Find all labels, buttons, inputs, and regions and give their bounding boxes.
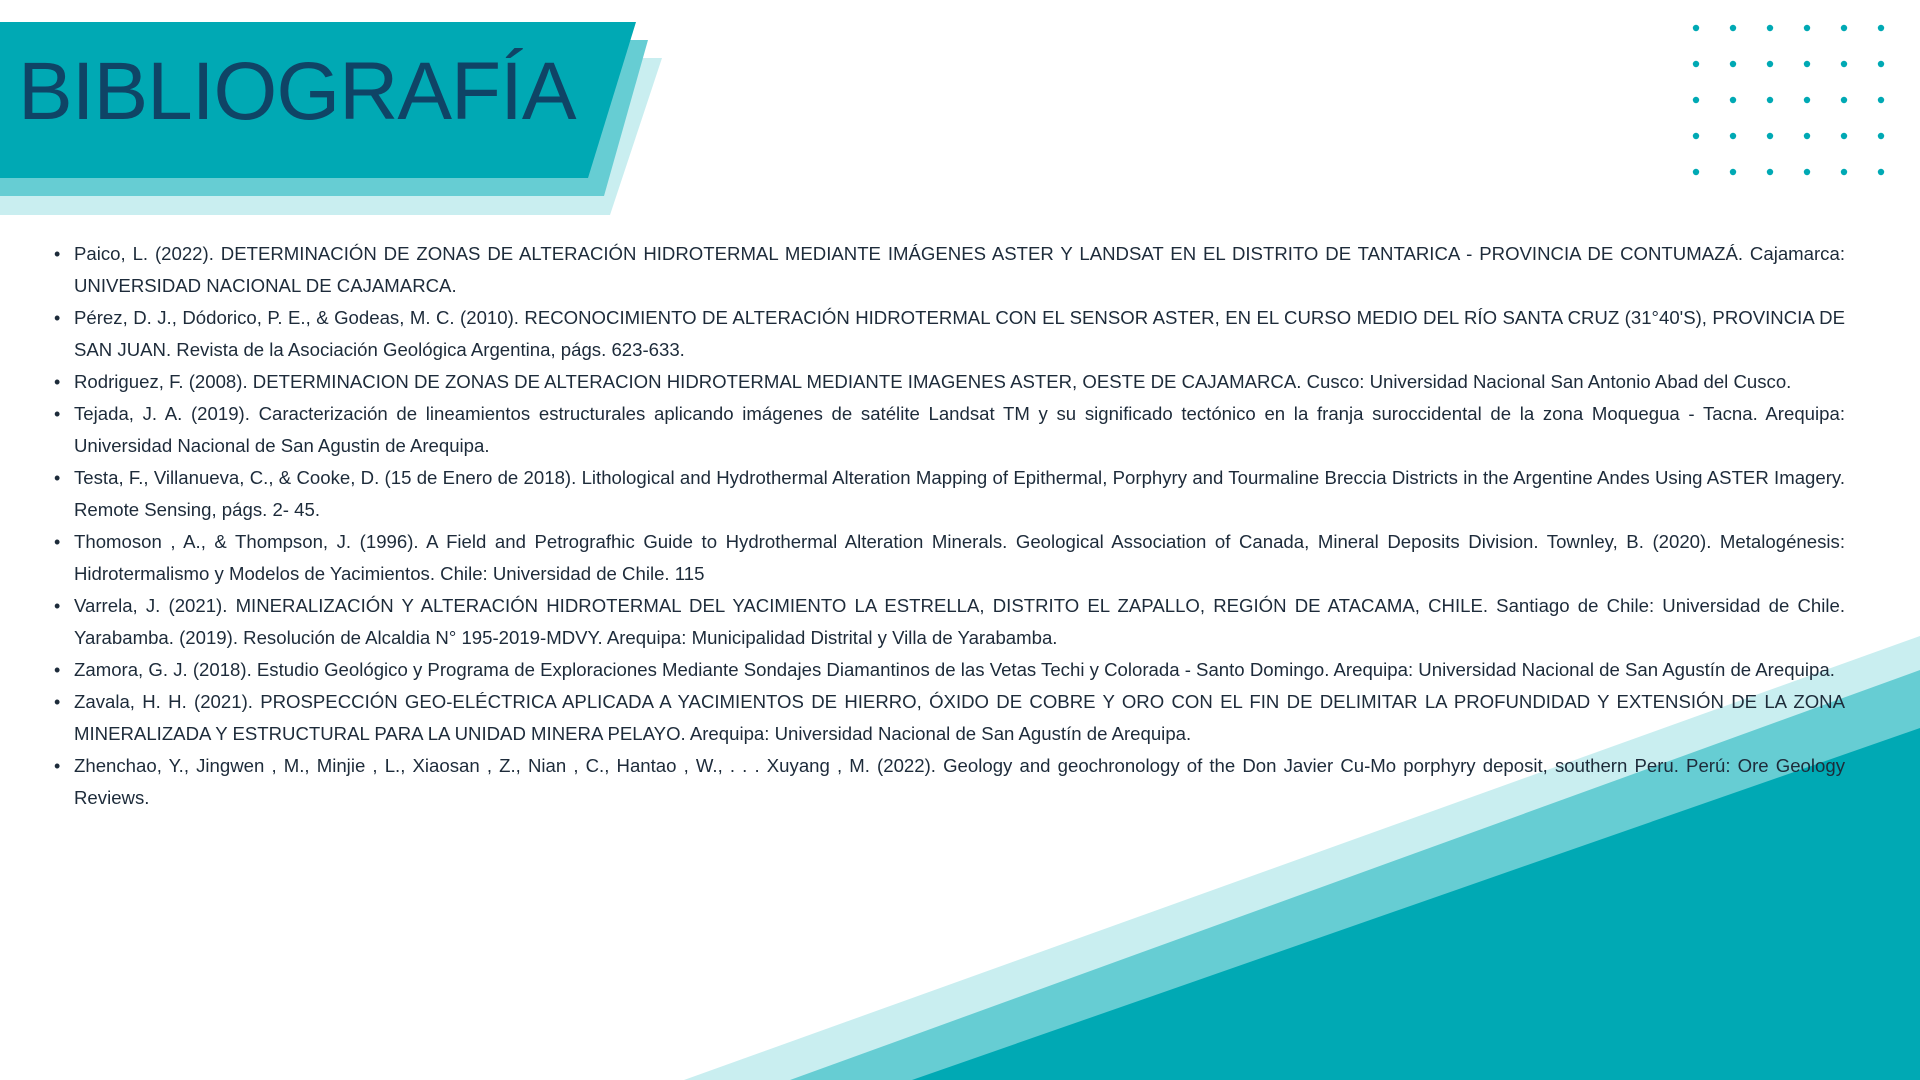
dot-decoration (1841, 169, 1847, 175)
dot-decoration (1878, 61, 1884, 67)
dot-decoration (1804, 133, 1810, 139)
dot-decoration (1878, 133, 1884, 139)
dot-decoration (1841, 25, 1847, 31)
bibliography-text: Testa, F., Villanueva, C., & Cooke, D. (15 de Enero de 2018). Lithological and Hydrothermal Alteration Mapping of Epithermal, Porphyry and Tourmaline Breccia Districts in the Argentine Andes Using ASTER Imagery. Remote Sensing, págs. 2- 45. (74, 467, 1845, 520)
dot-decoration (1767, 25, 1773, 31)
bullet-icon: • (54, 692, 61, 712)
dot-decoration (1693, 61, 1699, 67)
dot-decoration (1767, 97, 1773, 103)
bibliography-item (54, 526, 1845, 590)
bibliography-item (54, 686, 1845, 750)
dot-decoration (1693, 133, 1699, 139)
dot-decoration (1878, 169, 1884, 175)
bibliography-text: Thomoson , A., & Thompson, J. (1996). A Field and Petrografhic Guide to Hydrothermal Alteration Minerals. Geological Association of Canada, Mineral Deposits Division. Townley, B. (2020). Metalogénesis: Hidrotermalismo y Modelos de Yacimientos. Chile: Universidad de Chile. 115 (74, 531, 1845, 584)
dot-decoration (1730, 133, 1736, 139)
bullet-icon: • (54, 244, 61, 264)
dot-decoration (1804, 97, 1810, 103)
dot-decoration (1804, 25, 1810, 31)
dot-decoration (1767, 133, 1773, 139)
bibliography-list (54, 238, 1845, 814)
page-title: BIBLIOGRAFÍA (18, 46, 576, 137)
bibliography-text: Zavala, H. H. (2021). PROSPECCIÓN GEO-ELÉCTRICA APLICADA A YACIMIENTOS DE HIERRO, ÓXIDO DE COBRE Y ORO CON EL FIN DE DELIMITAR LA PROFUNDIDAD Y EXTENSIÓN DE LA ZONA MINERALIZADA Y ESTRUCTURAL PARA LA UNIDAD MINERA PELAYO. Arequipa: Universidad Nacional de San Agustín de Arequipa. (74, 691, 1845, 744)
dot-grid-decoration (1693, 25, 1884, 175)
dot-decoration (1878, 25, 1884, 31)
dot-decoration (1693, 97, 1699, 103)
bibliography-text: Zamora, G. J. (2018). Estudio Geológico y Programa de Exploraciones Mediante Sondajes Diamantinos de las Vetas Techi y Colorada - Santo Domingo. Arequipa: Universidad Nacional de San Agustín de Arequipa. (74, 659, 1835, 680)
bibliography-item (54, 238, 1845, 302)
bullet-icon: • (54, 404, 61, 424)
dot-decoration (1693, 169, 1699, 175)
bibliography-text: Rodriguez, F. (2008). DETERMINACION DE ZONAS DE ALTERACION HIDROTERMAL MEDIANTE IMAGENES ASTER, OESTE DE CAJAMARCA. Cusco: Universidad Nacional San Antonio Abad del Cusco. (74, 371, 1792, 392)
bullet-icon: • (54, 756, 61, 776)
dot-decoration (1841, 61, 1847, 67)
bibliography-item (54, 366, 1845, 398)
bibliography-item (54, 654, 1845, 686)
dot-decoration (1878, 97, 1884, 103)
bibliography-text: Pérez, D. J., Dódorico, P. E., & Godeas, M. C. (2010). RECONOCIMIENTO DE ALTERACIÓN HIDROTERMAL CON EL SENSOR ASTER, EN EL CURSO MEDIO DEL RÍO SANTA CRUZ (31°40'S), PROVINCIA DE SAN JUAN. Revista de la Asociación Geológica Argentina, págs. 623-633. (74, 307, 1845, 360)
bibliography-text: Zhenchao, Y., Jingwen , M., Minjie , L., Xiaosan , Z., Nian , C., Hantao , W., . . . Xuyang , M. (2022). Geology and geochronology of the Don Javier Cu-Mo porphyry deposit, southern Peru. Perú: Ore Geology Reviews. (74, 755, 1845, 808)
dot-decoration (1767, 61, 1773, 67)
bibliography-text: Tejada, J. A. (2019). Caracterización de lineamientos estructurales aplicando imágenes de satélite Landsat TM y su significado tectónico en la franja suroccidental de la zona Moquegua - Tacna. Arequipa: Universidad Nacional de San Agustin de Arequipa. (74, 403, 1845, 456)
bibliography-item (54, 590, 1845, 654)
dot-decoration (1730, 61, 1736, 67)
dot-decoration (1730, 97, 1736, 103)
dot-decoration (1841, 97, 1847, 103)
dot-decoration (1730, 25, 1736, 31)
bullet-icon: • (54, 468, 61, 488)
dot-decoration (1804, 61, 1810, 67)
bibliography-item (54, 398, 1845, 462)
bullet-icon: • (54, 660, 61, 680)
dot-decoration (1730, 169, 1736, 175)
bibliography-text: Paico, L. (2022). DETERMINACIÓN DE ZONAS DE ALTERACIÓN HIDROTERMAL MEDIANTE IMÁGENES ASTER Y LANDSAT EN EL DISTRITO DE TANTARICA - PROVINCIA DE CONTUMAZÁ. Cajamarca: UNIVERSIDAD NACIONAL DE CAJAMARCA. (74, 243, 1845, 296)
dot-decoration (1693, 25, 1699, 31)
bullet-icon: • (54, 596, 61, 616)
dot-decoration (1767, 169, 1773, 175)
dot-decoration (1841, 133, 1847, 139)
dot-decoration (1804, 169, 1810, 175)
bibliography-item (54, 750, 1845, 814)
bibliography-item (54, 302, 1845, 366)
bullet-icon: • (54, 532, 61, 552)
bullet-icon: • (54, 372, 61, 392)
bibliography-text: Varrela, J. (2021). MINERALIZACIÓN Y ALTERACIÓN HIDROTERMAL DEL YACIMIENTO LA ESTRELLA, DISTRITO EL ZAPALLO, REGIÓN DE ATACAMA, CHILE. Santiago de Chile: Universidad de Chile. Yarabamba. (2019). Resolución de Alcaldia N° 195-2019-MDVY. Arequipa: Municipalidad Distrital y Villa de Yarabamba. (74, 595, 1845, 648)
bibliography-item (54, 462, 1845, 526)
bullet-icon: • (54, 308, 61, 328)
